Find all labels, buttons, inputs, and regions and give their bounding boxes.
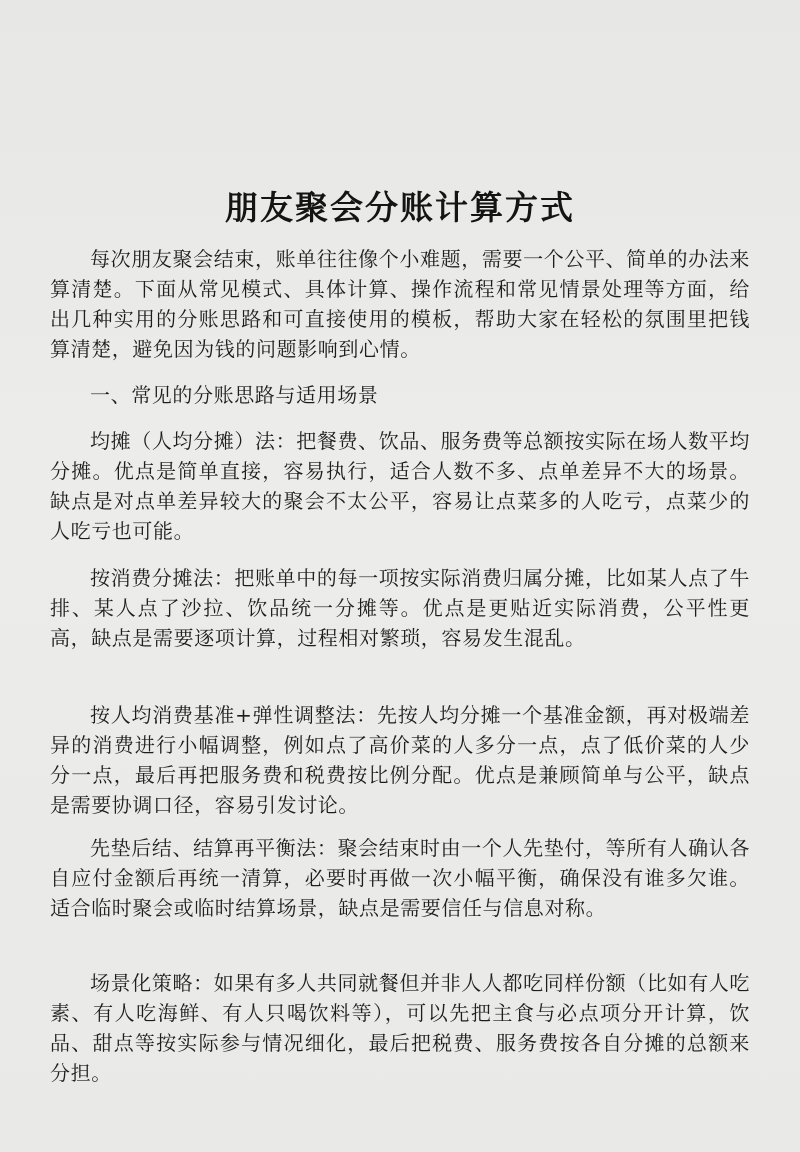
paragraph-scenario-strategy: 场景化策略：如果有多人共同就餐但并非人人都吃同样份额（比如有人吃素、有人吃海鲜、有人只喝饮料等），可以先把主食与必点项分开计算，饮品、甜点等按实际参与情况细化，最后把税费、服务费按各自分摊的总额来分担。	[50, 971, 750, 1085]
paragraph-advance-settle: 先垫后结、结算再平衡法：聚会结束时由一个人先垫付，等所有人确认各自应付金额后再统一清算，必要时再做一次小幅平衡，确保没有谁多欠谁。适合临时聚会或临时结算场景，缺点是需要信任与信息对称。	[50, 836, 750, 920]
document-title: 朋友聚会分账计算方式	[225, 188, 575, 227]
paragraph-baseline-adjust: 按人均消费基准+弹性调整法：先按人均分摊一个基准金额，再对极端差异的消费进行小幅调整，例如点了高价菜的人多分一点，点了低价菜的人少分一点，最后再把服务费和税费按比例分配。优点是兼顾简单与公平，缺点是需要协调口径，容易引发讨论。	[50, 703, 750, 817]
paragraph-equal-split: 均摊（人均分摊）法：把餐费、饮品、服务费等总额按实际在场人数平均分摊。优点是简单直接，容易执行，适合人数不多、点单差异不大的场景。缺点是对点单差异较大的聚会不太公平，容易让点菜多的人吃亏，点菜少的人吃亏也可能。	[50, 429, 750, 543]
intro-paragraph: 每次朋友聚会结束，账单往往像个小难题，需要一个公平、简单的办法来算清楚。下面从常见模式、具体计算、操作流程和常见情景处理等方面，给出几种实用的分账思路和可直接使用的模板，帮助大家在轻松的氛围里把钱算清楚，避免因为钱的问题影响到心情。	[50, 247, 750, 361]
paragraph-by-consumption: 按消费分摊法：把账单中的每一项按实际消费归属分摊，比如某人点了牛排、某人点了沙拉、饮品统一分摊等。优点是更贴近实际消费，公平性更高，缺点是需要逐项计算，过程相对繁琐，容易发生混乱。	[50, 566, 750, 650]
section-heading: 一、常见的分账思路与适用场景	[90, 383, 379, 407]
